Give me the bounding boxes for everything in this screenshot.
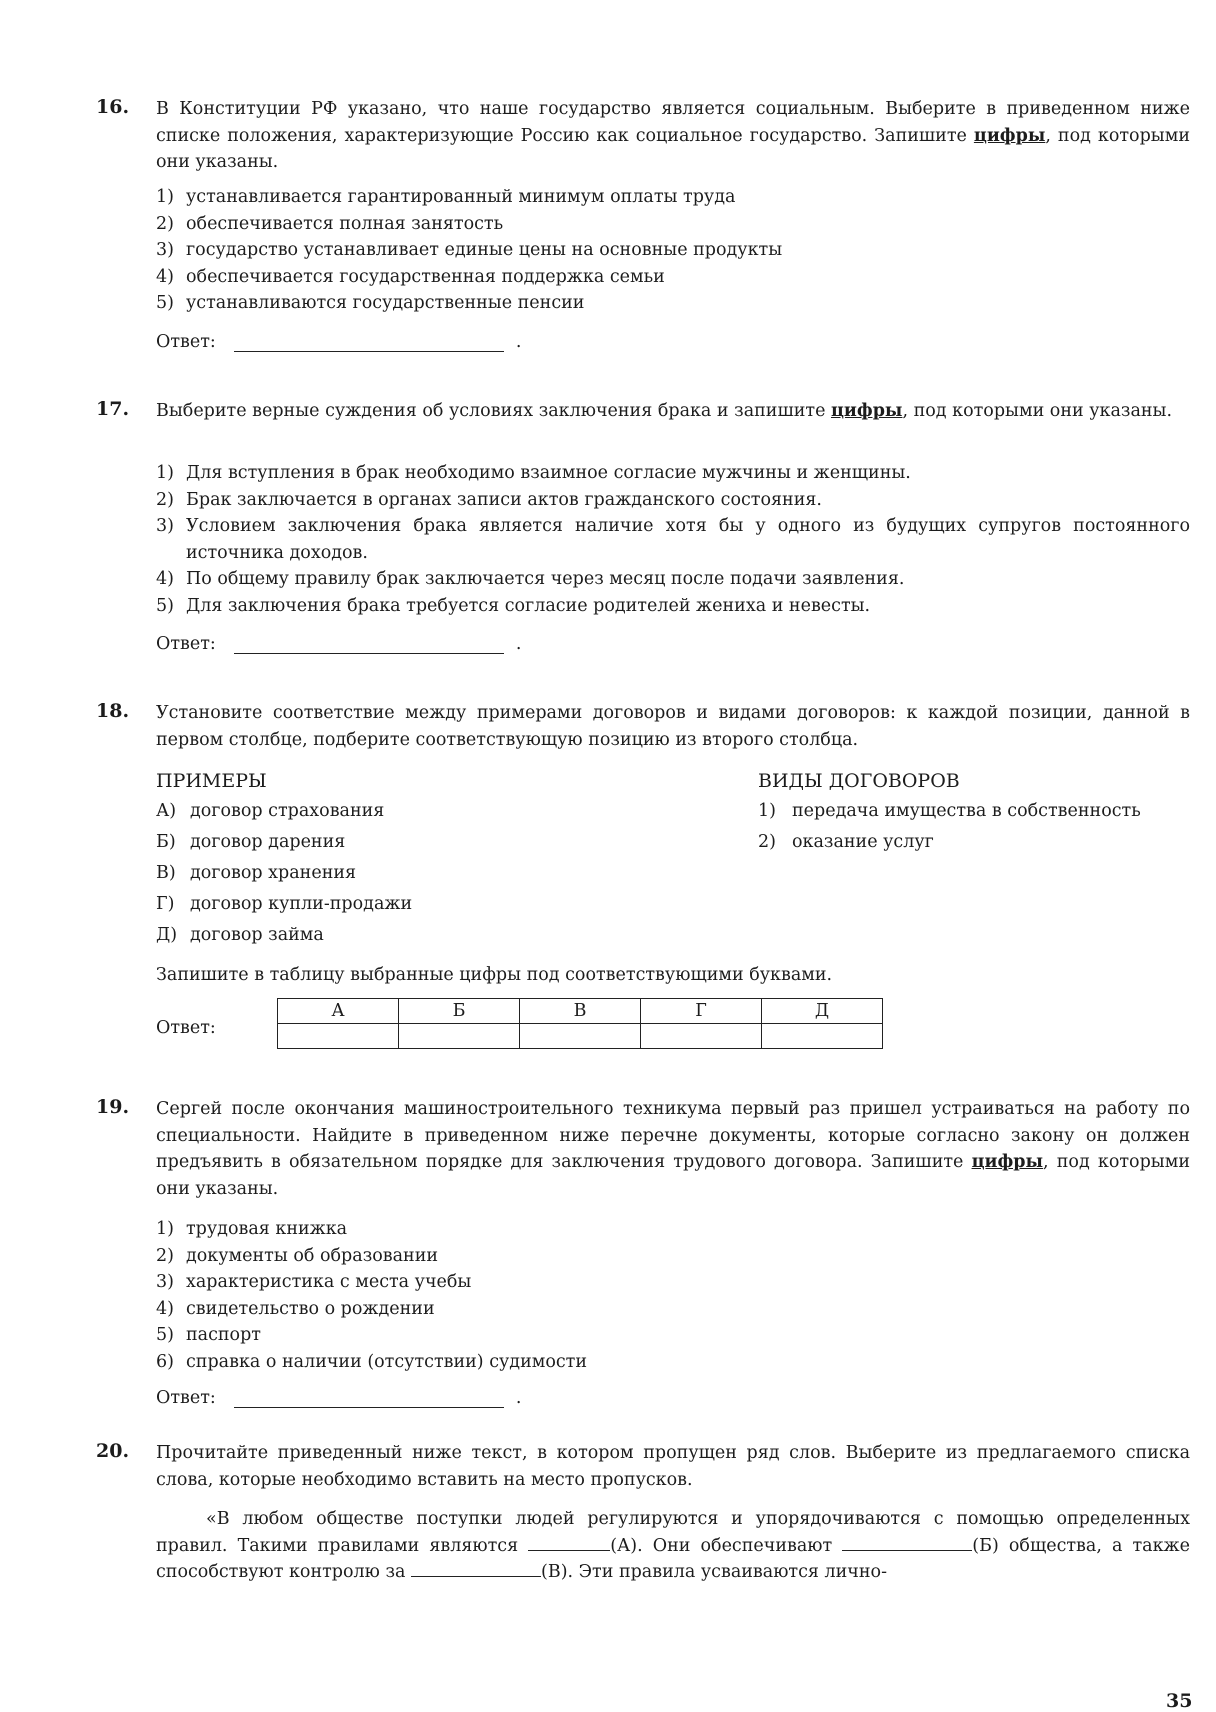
answer-label-row [156,1018,216,1038]
answer-input-line[interactable] [234,1389,504,1408]
item-number: 2) [156,1245,174,1266]
answer-cell-g[interactable] [641,1024,762,1049]
list-item [156,1296,1190,1323]
list-item [156,184,1190,211]
answer-row: Ответ: . [156,634,522,654]
item-text: обеспечивается государственная поддержка семьи [186,266,665,287]
question-text: В Конституции РФ указано, что наше государство является социальным. Выберите в приведенном ниже списке положения, характеризующие Россию как социальное государство. Запишите цифры, под которыми они указаны. [156,99,1191,172]
question-number: 19. [96,1096,130,1118]
item-number: 1) [758,801,776,821]
gap-c-blank[interactable] [411,1560,541,1577]
answer-cell-v[interactable] [520,1024,641,1049]
list-item [156,827,656,858]
item-number: 1) [156,187,174,207]
item-text: договор дарения [190,832,346,852]
question-text: Выберите верные суждения об условиях заключения брака и запишите цифры, под которыми они указаны. [156,401,1173,421]
item-number: 3) [156,516,174,536]
item-text: договор страхования [190,801,385,821]
answer-row: Ответ: . [156,332,522,352]
emphasis-digits: цифры [973,125,1046,146]
item-text: Для заключения брака требуется согласие родителей жениха и невесты. [186,595,871,616]
answer-row: Ответ: . [156,1388,522,1408]
list-item [156,796,656,827]
item-text: государство устанавливает единые цены на основные продукты [186,240,783,260]
gap-b-blank[interactable] [842,1534,972,1551]
item-number: 3) [156,240,174,260]
list-item [156,920,656,951]
item-text: передача имущества в собственность [792,801,1141,821]
list-item [156,1243,1190,1270]
item-text: справка о наличии (отсутствии) судимости [186,1351,588,1372]
question-text: Сергей после окончания машиностроительного техникума первый раз пришел устраиваться на работу по специальности. Найдите в приведенном ниже перечне документы, которые согласно закону он должен предъявить в обязательном порядке для заключения трудового договора. Запишите цифры, под которыми они указаны. [156,1099,1190,1199]
list-item [156,460,1190,487]
answer-label: Ответ: [156,1018,216,1038]
contract-types-list [758,796,1198,858]
question-text: Прочитайте приведенный ниже текст, в котором пропущен ряд слов. Выберите из предлагаемого списка слова, которые необходимо вставить на место пропусков. [156,1443,1190,1490]
item-number: 1) [156,463,174,483]
page-number: 35 [1166,1690,1193,1712]
list-item [156,237,1190,264]
table-header-d: Д [762,999,883,1024]
options-list [156,1216,1190,1375]
emphasis-digits: цифры [831,401,903,421]
question-number: 17. [96,398,130,420]
item-text: свидетельство о рождении [186,1298,435,1319]
item-number: 4) [156,266,174,287]
gap-a-blank[interactable] [528,1534,610,1551]
table-instruction: Запишите в таблицу выбранные цифры под соответствующими буквами. [156,965,833,985]
examples-list [156,796,656,951]
list-item [156,889,656,920]
item-number: 1) [156,1219,174,1239]
list-item [156,1322,1190,1349]
list-item [758,796,1198,827]
item-number: 5) [156,293,174,313]
answer-input-line[interactable] [234,635,504,654]
answer-label: Ответ: [156,1388,216,1408]
item-number: 2) [758,832,776,852]
item-number: А) [156,801,177,821]
item-text: трудовая книжка [186,1219,348,1239]
item-text: документы об образовании [186,1245,439,1266]
item-text: обеспечивается полная занятость [186,213,504,234]
item-text: характеристика с места учебы [186,1272,472,1292]
options-list [156,184,1190,317]
table-header-a: А [278,999,399,1024]
list-item [156,264,1190,291]
list-item [156,1349,1190,1376]
item-number: 5) [156,1325,174,1345]
answer-label: Ответ: [156,332,216,352]
list-item [156,290,1190,317]
column-header-examples: ПРИМЕРЫ [156,770,267,792]
item-number: 5) [156,595,174,616]
item-text: Для вступления в брак необходимо взаимное согласие мужчины и женщины. [186,463,911,483]
list-item [156,211,1190,238]
emphasis-digits: цифры [971,1152,1044,1172]
item-text: паспорт [186,1325,261,1345]
list-item [156,1269,1190,1296]
list-item [156,513,1190,566]
item-text: По общему правилу брак заключается через месяц после подачи заявления. [186,569,905,589]
answer-input-line[interactable] [234,333,504,352]
item-number: Д) [156,925,178,945]
item-text: устанавливается гарантированный минимум оплаты труда [186,187,736,207]
list-item [156,858,656,889]
list-item [156,487,1190,514]
item-number: 4) [156,569,174,589]
table-header-b: Б [399,999,520,1024]
answer-cell-a[interactable] [278,1024,399,1049]
question-number: 18. [96,700,130,722]
item-text: договор хранения [190,863,357,883]
column-header-contract-types: ВИДЫ ДОГОВОРОВ [758,770,960,792]
options-list [156,460,1190,619]
item-number: Г) [156,894,175,914]
item-number: 4) [156,1298,174,1319]
list-item [156,1216,1190,1243]
item-text: Брак заключается в органах записи актов гражданского состояния. [186,489,822,510]
item-text: оказание услуг [792,832,934,852]
question-number: 20. [96,1440,130,1462]
item-number: 6) [156,1351,174,1372]
item-number: 2) [156,489,174,510]
item-text: договор займа [190,925,324,945]
table-header-g: Г [641,999,762,1024]
table-header-v: В [520,999,641,1024]
answer-table [277,998,883,1049]
list-item [758,827,1198,858]
list-item [156,566,1190,593]
gap-fill-paragraph: «В любом обществе поступки людей регулируются и упорядочиваются с помощью определенных правил. Такими правилами являются (А). Они обеспечивают (Б) общества, а также способствуют контролю за (В). Эти правила усваиваются лично- [156,1509,1190,1582]
list-item [156,593,1190,620]
answer-cell-b[interactable] [399,1024,520,1049]
item-number: В) [156,863,176,883]
item-text: Условием заключения брака является наличие хотя бы у одного из будущих супругов постоянного источника доходов. [186,516,1190,563]
item-text: устанавливаются государственные пенсии [186,293,585,313]
question-text: Установите соответствие между примерами договоров и видами договоров: к каждой позиции, данной в первом столбце, подберите соответствующую позицию из второго столбца. [156,703,1190,750]
item-number: 3) [156,1272,174,1292]
answer-label: Ответ: [156,634,216,654]
item-number: Б) [156,832,176,852]
question-number: 16. [96,96,130,118]
item-text: договор купли-продажи [190,894,413,914]
item-number: 2) [156,213,174,234]
answer-cell-d[interactable] [762,1024,883,1049]
